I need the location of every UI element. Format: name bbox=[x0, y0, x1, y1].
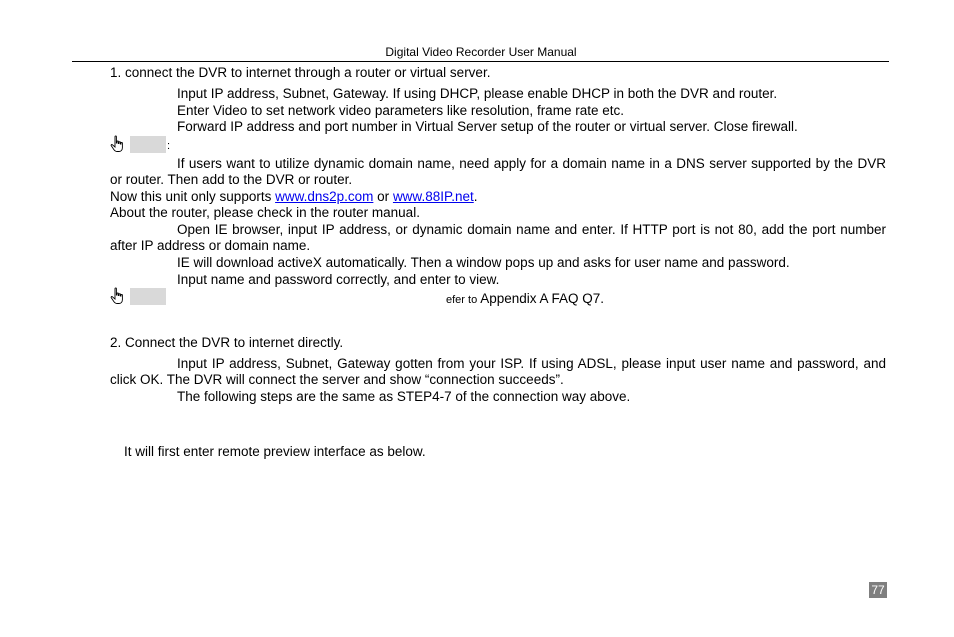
section1-step5: Open IE browser, input IP address, or dynamic domain name and enter. If HTTP port is not 80, add the port number after IP address or domain name. bbox=[110, 222, 886, 253]
section1-step7: Input name and password correctly, and enter to view. bbox=[177, 272, 500, 287]
section2-step2: The following steps are the same as STEP4-7 of the connection way above. bbox=[177, 389, 631, 404]
dns2p-link[interactable]: www.dns2p.com bbox=[275, 189, 374, 204]
supports-line bbox=[110, 189, 478, 205]
header-divider bbox=[72, 61, 889, 62]
hand-pointer-icon bbox=[109, 135, 125, 153]
note1-colon: : bbox=[167, 140, 171, 152]
section1-heading: 1. connect the DVR to internet through a router or virtual server. bbox=[110, 65, 491, 80]
or-text: or bbox=[377, 189, 390, 204]
section2-heading: 2. Connect the DVR to internet directly. bbox=[110, 335, 344, 350]
section1-step6: IE will download activeX automatically. Then a window pops up and asks for user name and password. bbox=[177, 255, 790, 270]
hand-pointer-icon bbox=[109, 287, 125, 305]
supports-prefix: Now this unit only supports bbox=[110, 189, 272, 204]
note-label-box bbox=[130, 288, 166, 305]
88ip-link[interactable]: www.88IP.net bbox=[392, 189, 474, 204]
section1-step2: Enter Video to set network video parameters like resolution, frame rate etc. bbox=[177, 103, 624, 118]
page-header-title: Digital Video Recorder User Manual bbox=[385, 45, 577, 59]
section1-step1: Input IP address, Subnet, Gateway. If using DHCP, please enable DHCP in both the DVR and router. bbox=[177, 86, 778, 101]
remote-preview-text: It will first enter remote preview interface as below. bbox=[124, 444, 426, 459]
section1-step3: Forward IP address and port number in Virtual Server setup of the router or virtual server. Close firewall. bbox=[177, 119, 798, 134]
page-number: 77 bbox=[869, 582, 887, 598]
note2-appendix-text: Appendix A FAQ Q7. bbox=[480, 291, 605, 306]
supports-period: . bbox=[473, 189, 478, 204]
note-label-box bbox=[130, 136, 166, 153]
note2-small-text: efer to bbox=[446, 294, 478, 306]
note2-line bbox=[446, 291, 604, 308]
router-manual-text: About the router, please check in the router manual. bbox=[110, 205, 420, 220]
section1-step4: If users want to utilize dynamic domain name, need apply for a domain name in a DNS server supported by the DVR or router. Then add to the DVR or router. bbox=[110, 156, 886, 187]
section2-step1: Input IP address, Subnet, Gateway gotten from your ISP. If using ADSL, please input user name and password, and click OK. The DVR will connect the server and show “connection succeeds”. bbox=[110, 356, 886, 387]
